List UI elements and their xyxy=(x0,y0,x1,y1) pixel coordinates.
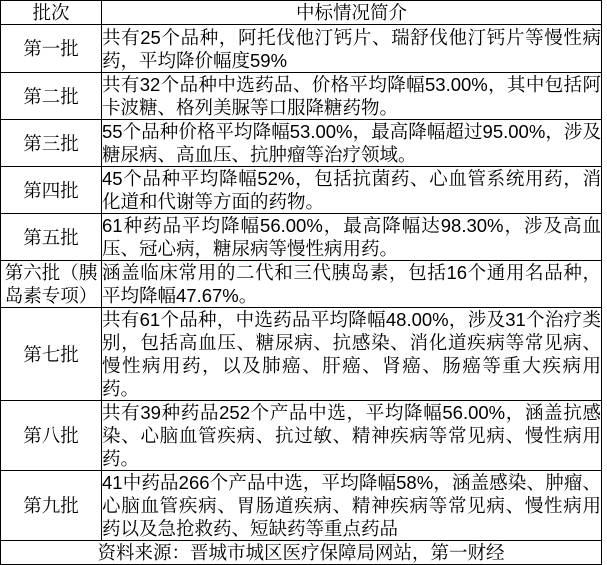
batch-cell: 第五批 xyxy=(1,214,102,261)
batch-cell: 第九批 xyxy=(1,471,102,541)
summary-cell: 61种药品平均降幅56.00%，最高降幅达98.30%，涉及高血压、冠心病，糖尿病等慢性病用药。 xyxy=(102,215,601,259)
table-row xyxy=(1,73,602,120)
table-row xyxy=(1,167,602,214)
batch-cell: 第八批 xyxy=(1,401,102,471)
summary-cell: 共有25个品种，阿托伐他汀钙片、瑞舒伐他汀钙片等慢性病药，平均降价幅度59% xyxy=(102,26,601,71)
summary-cell: 共有61个品种，中选药品平均降幅48.00%，涉及31个治疗类别，包括高血压、糖尿病、抗感染、消化道疾病等常见病、慢性病用药，以及肺癌、肝癌、肾癌、肠癌等重大疾病用药。 xyxy=(102,309,601,399)
table-row xyxy=(1,120,602,167)
table-row xyxy=(1,25,602,73)
table-row xyxy=(1,471,602,541)
summary-cell: 55个品种价格平均降幅53.00%，最高降幅超过95.00%，涉及糖尿病、高血压、抗肿瘤等治疗领域。 xyxy=(102,121,601,165)
batch-cell: 第三批 xyxy=(1,120,102,167)
source-note: 资料来源：晋城市城区医疗保障局网站，第一财经 xyxy=(1,541,602,565)
header-summary: 中标情况简介 xyxy=(102,1,602,25)
table-header-row xyxy=(1,1,602,25)
batch-cell: 第二批 xyxy=(1,73,102,120)
summary-cell: 41中药品266个产品中选，平均降幅58%，涵盖感染、肿瘤、心脑血管疾病、胃肠道疾病、精神疾病等常见病、慢性病用药以及急抢救药、短缺药等重点药品 xyxy=(102,472,601,539)
batch-cell: 第六批（胰岛素专项） xyxy=(1,261,102,308)
batch-cell: 第七批 xyxy=(1,308,102,401)
table-row xyxy=(1,401,602,471)
table-footer-row xyxy=(1,541,602,565)
summary-cell: 共有32个品种中选药品、价格平均降幅53.00%，其中包括阿卡波糖、格列美脲等口服降糖药物。 xyxy=(102,74,601,118)
summary-cell: 涵盖临床常用的二代和三代胰岛素，包括16个通用名品种，平均降幅47.67%。 xyxy=(102,262,601,306)
table-row xyxy=(1,308,602,401)
table-row xyxy=(1,214,602,261)
header-batch: 批次 xyxy=(1,1,102,25)
table-row xyxy=(1,261,602,308)
summary-cell: 45个品种平均降幅52%，包括抗菌药、心血管系统用药，消化道和代谢等方面的药物。 xyxy=(102,168,601,212)
batch-cell: 第四批 xyxy=(1,167,102,214)
summary-cell: 共有39种药品252个产品中选，平均降幅56.00%，涵盖抗感染、心脑血管疾病、抗过敏、精神疾病等常见病、慢性病用药。 xyxy=(102,402,601,469)
batch-cell: 第一批 xyxy=(1,25,102,73)
